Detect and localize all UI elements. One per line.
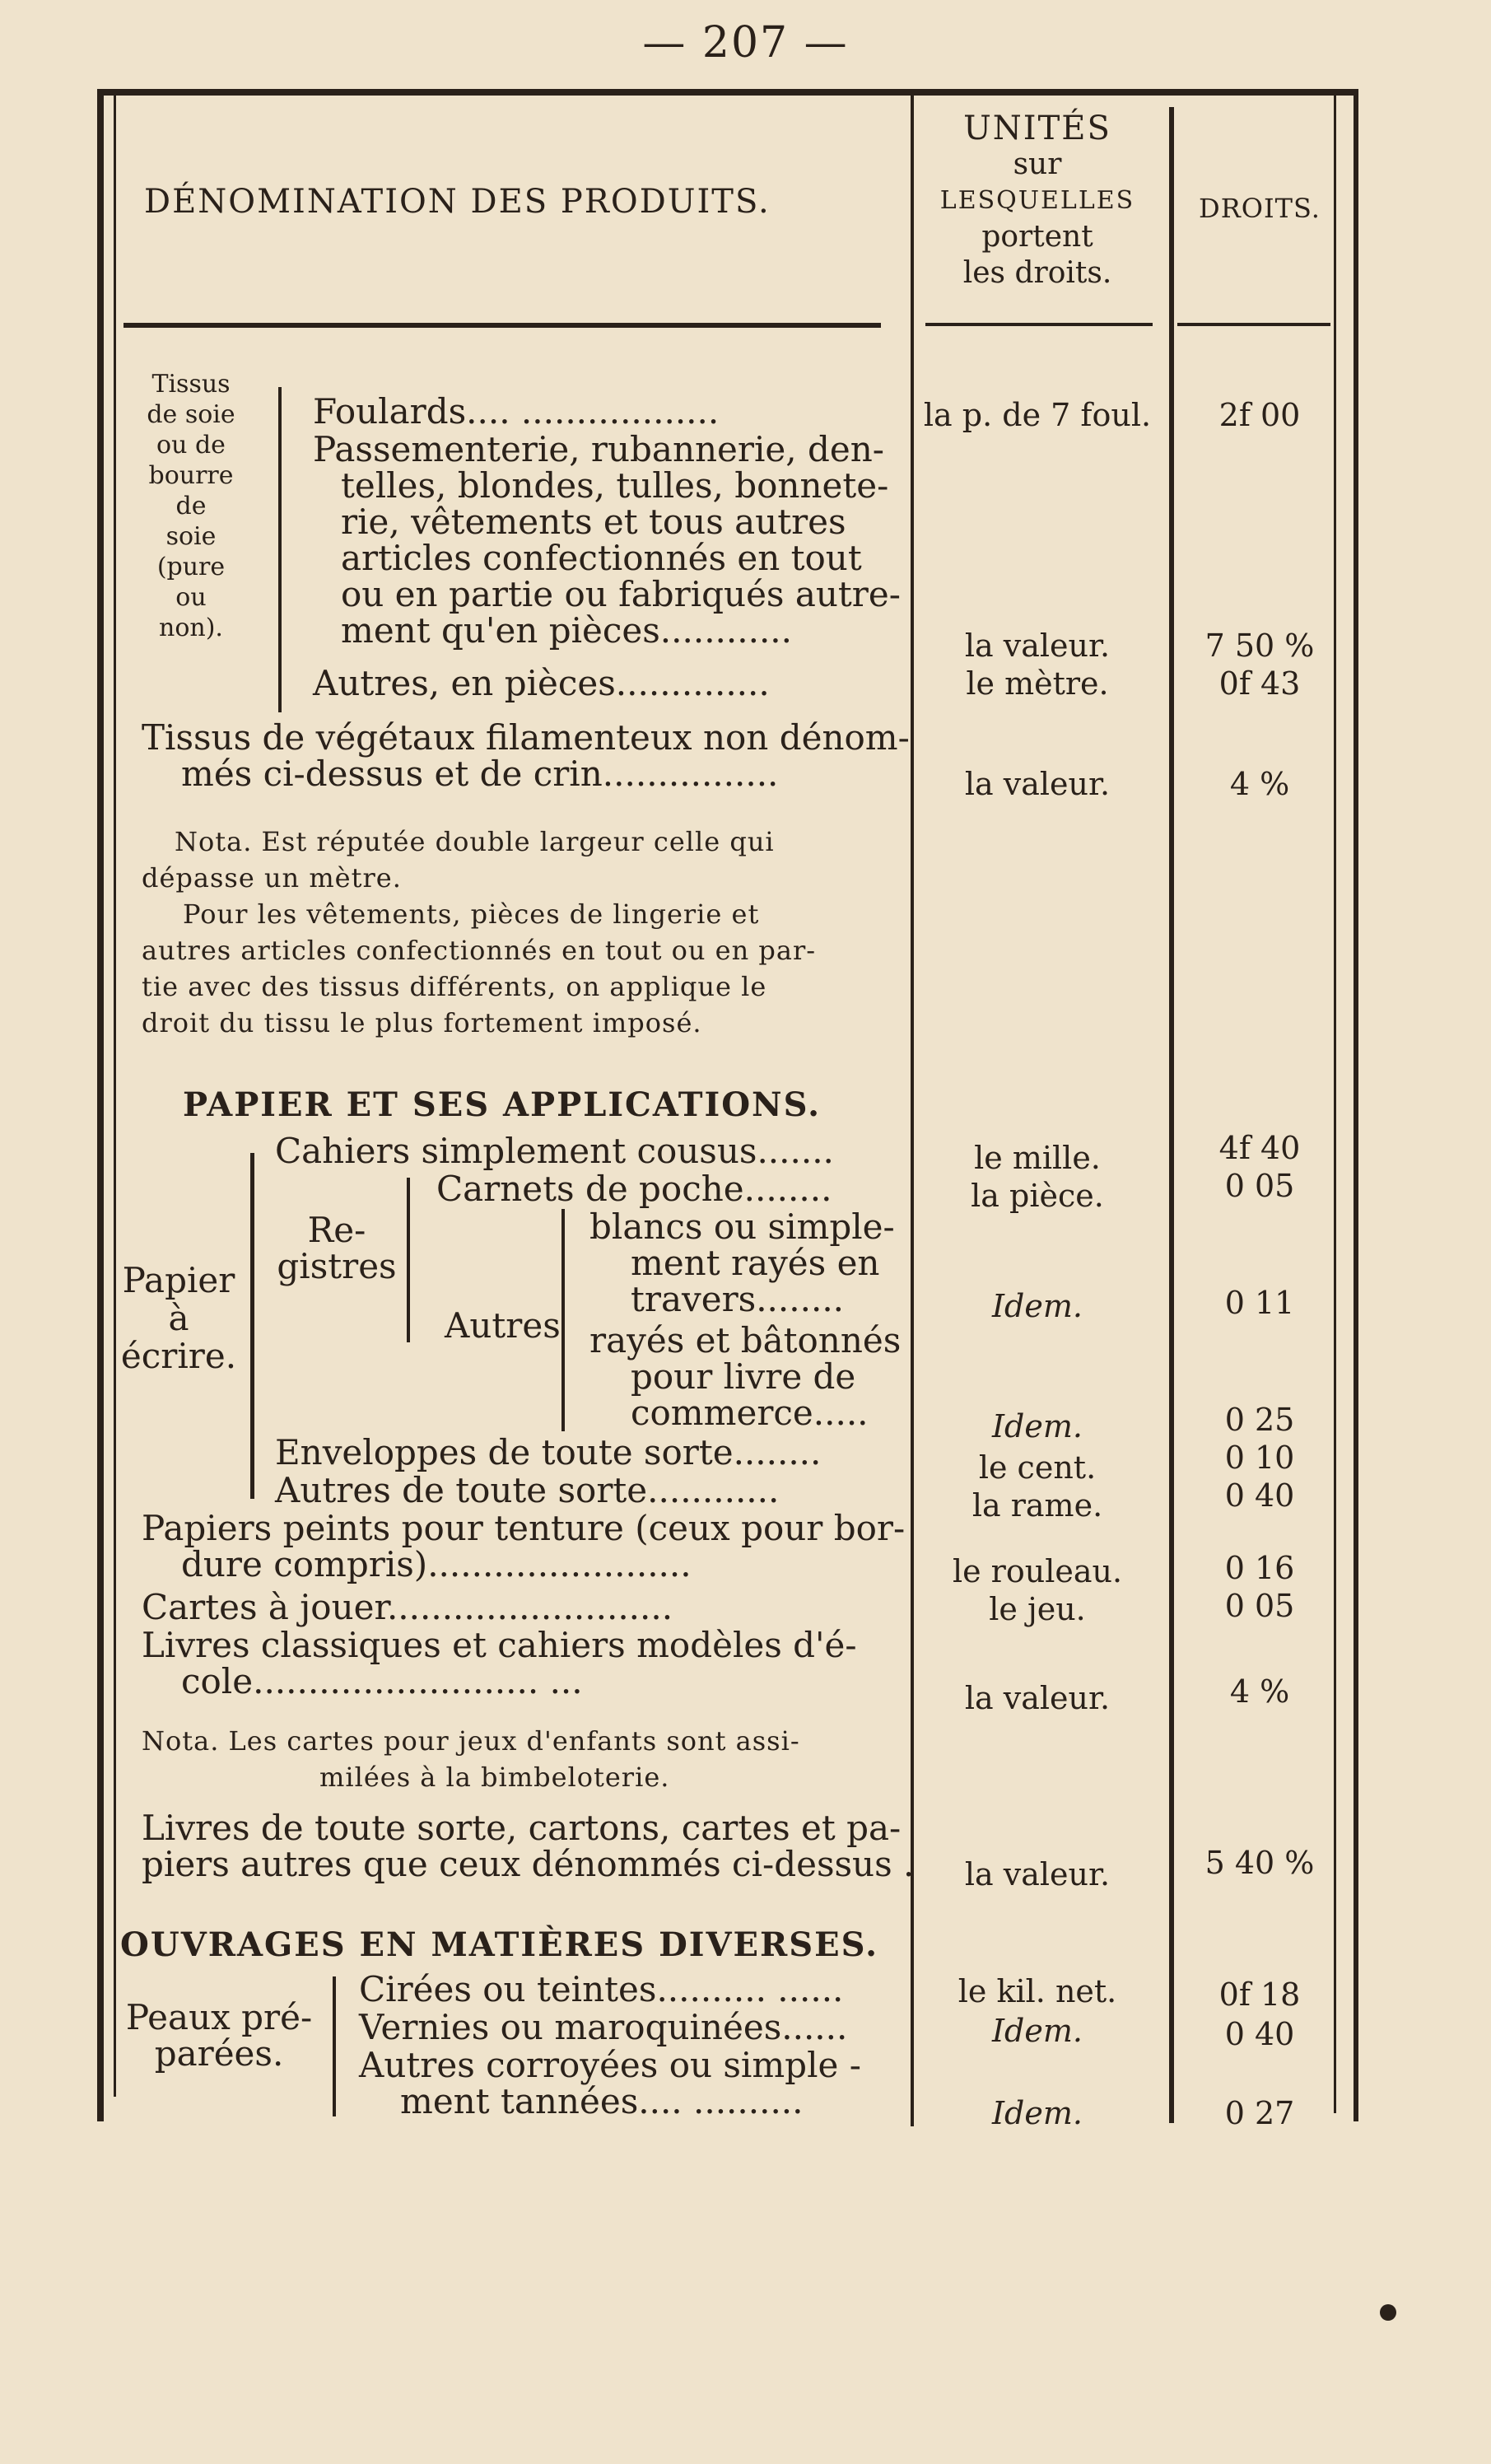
- papier-registres-label: [275, 1212, 398, 1285]
- soie-label-line: ou de: [156, 431, 226, 460]
- header-rule-unites: [925, 323, 1153, 326]
- soie-foulards-unit: la p. de 7 foul.: [923, 397, 1152, 433]
- papier-droit-peints: 0 16: [1224, 1550, 1295, 1586]
- section-title-papier: PAPIER ET SES APPLICATIONS.: [183, 1085, 821, 1124]
- ouvrages-unit-cirees: le kil. net.: [958, 1973, 1117, 2009]
- passementerie-line: articles confectionnés en tout: [341, 538, 862, 578]
- nota-line: milées à la bimbeloterie.: [319, 1762, 670, 1793]
- papier-enveloppes: Enveloppes de toute sorte........: [275, 1432, 822, 1472]
- passementerie-line: ment qu'en pièces............: [341, 610, 793, 651]
- nota-line: Pour les vêtements, pièces de lingerie et: [183, 898, 760, 930]
- vegetaux-line: més ci-dessus et de crin................: [181, 754, 779, 794]
- header-droits: DROITS.: [1199, 193, 1321, 224]
- papier-droit-autres: 0 40: [1224, 1477, 1295, 1514]
- papier-droit-cartes: 0 05: [1224, 1588, 1295, 1624]
- papier-carnets: Carnets de poche........: [436, 1169, 832, 1209]
- passementerie-line: telles, blondes, tulles, bonnete-: [341, 465, 889, 506]
- papier-droit-classiques: 4 %: [1229, 1673, 1290, 1710]
- autres-brace: [561, 1209, 565, 1431]
- peints-line: Papiers peints pour tenture (ceux pour bor-: [142, 1508, 906, 1548]
- papier-outer-brace: [250, 1153, 254, 1499]
- registres-brace: [407, 1178, 410, 1342]
- ouvrages-droit-autres: 0 27: [1224, 2095, 1295, 2131]
- rayes-line: commerce.....: [631, 1393, 869, 1433]
- ouvrages-autres-line: Autres corroyées ou simple -: [359, 2045, 861, 2085]
- nota-line: Nota. Est réputée double largeur celle qui: [175, 826, 775, 857]
- soie-autres-unit: le mètre.: [966, 665, 1109, 702]
- peaux-line: Peaux pré-: [125, 1997, 313, 2037]
- header-unites-line: sur: [1013, 147, 1062, 181]
- papier-unit-cartes: le jeu.: [989, 1591, 1086, 1627]
- papier-unit-blancs: Idem.: [992, 1288, 1083, 1324]
- nota-line: tie avec des tissus différents, on applique le: [142, 971, 767, 1002]
- header-unites-line: les droits.: [962, 256, 1112, 290]
- ouvrages-group-label: [120, 1997, 318, 2074]
- papier-label-line: Papier: [122, 1260, 235, 1300]
- soie-label-line: de: [175, 492, 207, 520]
- ouvrages-autres: [359, 2047, 861, 2120]
- soie-foulards: Foulards.... ..................: [313, 391, 720, 432]
- papier-peints: [142, 1510, 905, 1583]
- papier-unit-cahiers: le mille.: [974, 1140, 1101, 1176]
- livres-line: Livres de toute sorte, cartons, cartes et pa-: [142, 1808, 902, 1848]
- papier-droit-blancs: 0 11: [1224, 1285, 1295, 1321]
- soie-passementerie: [313, 429, 901, 651]
- papier-cartes: Cartes à jouer..........................: [142, 1587, 673, 1627]
- nota-line: autres articles confectionnés en tout ou en par-: [142, 935, 817, 966]
- blancs-line: travers........: [631, 1279, 845, 1319]
- papier-unit-carnets: la pièce.: [971, 1178, 1104, 1214]
- registres-line: Re-: [307, 1210, 366, 1250]
- rayes-line: rayés et bâtonnés: [589, 1320, 902, 1360]
- ouvrages-unit-autres: Idem.: [992, 2095, 1083, 2131]
- column-divider-2: [1169, 107, 1174, 2123]
- soie-label-line: Tissus: [151, 370, 231, 399]
- papier-droit-enveloppes: 0 10: [1224, 1440, 1295, 1476]
- header-denomination: DÉNOMINATION DES PRODUITS.: [144, 183, 771, 221]
- registres-line: gistres: [277, 1246, 397, 1286]
- vegetaux-text: [142, 717, 910, 794]
- papier-rayes: [589, 1320, 902, 1433]
- left-inner-rule: [114, 96, 116, 2097]
- section-title-ouvrages: OUVRAGES EN MATIÈRES DIVERSES.: [120, 1925, 879, 1964]
- nota-line: dépasse un mètre.: [142, 862, 402, 894]
- header-unites-line: LESQUELLES: [939, 186, 1135, 215]
- soie-passementerie-unit: la valeur.: [964, 628, 1111, 664]
- classiques-line: cole.......................... ...: [181, 1661, 583, 1701]
- header-rule-droits: [1177, 323, 1330, 326]
- peaux-line: parées.: [154, 2033, 284, 2074]
- passementerie-line: Passementerie, rubannerie, den-: [313, 429, 884, 469]
- header-unites-line: portent: [981, 220, 1093, 254]
- header-unites: [914, 110, 1161, 292]
- nota-largeur: [142, 824, 816, 1041]
- papier-unit-enveloppes: le cent.: [978, 1449, 1097, 1486]
- soie-autres: Autres, en pièces..............: [313, 663, 770, 703]
- papier-droit-rayes: 0 25: [1224, 1402, 1295, 1438]
- ouvrages-cirees: Cirées ou teintes.......... ......: [359, 1969, 844, 2009]
- rayes-line: pour livre de: [631, 1356, 856, 1397]
- soie-autres-droit: 0f 43: [1218, 665, 1301, 702]
- soie-label-line: non).: [159, 614, 223, 642]
- soie-foulards-droit: 2f 00: [1218, 397, 1301, 433]
- page-number: — 207 —: [642, 18, 849, 68]
- livres-line: piers autres que ceux dénommés ci-dessus .: [142, 1844, 915, 1884]
- nota-cartes: [142, 1723, 800, 1795]
- vegetaux-line: Tissus de végétaux filamenteux non dénom-: [142, 717, 910, 758]
- papier-unit-autres: la rame.: [971, 1487, 1103, 1524]
- ouvrages-vernies: Vernies ou maroquinées......: [359, 2007, 848, 2047]
- papier-cahiers: Cahiers simplement cousus.......: [275, 1131, 834, 1171]
- papier-label-line: à: [168, 1298, 189, 1338]
- header-unites-line: UNITÉS: [963, 110, 1111, 147]
- papier-unit-peints: le rouleau.: [952, 1553, 1123, 1589]
- papier-group-label: [117, 1262, 240, 1375]
- ink-dot: [1380, 2304, 1396, 2321]
- papier-droit-cahiers: 4f 40: [1218, 1130, 1301, 1166]
- papier-unit-rayes: Idem.: [992, 1408, 1083, 1444]
- soie-group-label: [142, 369, 240, 643]
- nota-line: droit du tissu le plus fortement imposé.: [142, 1007, 702, 1038]
- papier-livres-classiques: [142, 1627, 857, 1700]
- soie-label-line: de soie: [147, 400, 235, 429]
- soie-label-line: bourre: [148, 461, 234, 490]
- papier-autres-sorte: Autres de toute sorte............: [275, 1470, 780, 1510]
- livres-toute-sorte: [142, 1810, 914, 1883]
- papier-autres-label: Autres: [445, 1305, 561, 1346]
- ouvrages-droit-vernies: 0 40: [1224, 2016, 1295, 2052]
- soie-brace: [278, 387, 282, 712]
- blancs-line: ment rayés en: [631, 1243, 880, 1283]
- peints-line: dure compris)........................: [181, 1544, 692, 1584]
- livres-toute-droit: 5 40 %: [1204, 1845, 1315, 1881]
- papier-droit-carnets: 0 05: [1224, 1168, 1295, 1204]
- blancs-line: blancs ou simple-: [589, 1206, 895, 1247]
- papier-blancs: [589, 1206, 895, 1319]
- passementerie-line: rie, vêtements et tous autres: [341, 502, 846, 542]
- vegetaux-droit: 4 %: [1229, 766, 1290, 802]
- papier-label-line: écrire.: [120, 1336, 237, 1376]
- livres-toute-unit: la valeur.: [964, 1856, 1111, 1892]
- papier-unit-classiques: la valeur.: [964, 1680, 1111, 1716]
- classiques-line: Livres classiques et cahiers modèles d'é-: [142, 1625, 857, 1665]
- soie-label-line: soie: [165, 522, 217, 551]
- peaux-brace: [333, 1976, 336, 2116]
- soie-passementerie-droit: 7 50 %: [1204, 628, 1315, 664]
- soie-label-line: (pure: [156, 553, 226, 581]
- ouvrages-droit-cirees: 0f 18: [1218, 1976, 1301, 2013]
- passementerie-line: ou en partie ou fabriqués autre-: [341, 574, 901, 614]
- nota-line: Nota. Les cartes pour jeux d'enfants sont assi-: [142, 1725, 800, 1757]
- header-rule-main: [123, 323, 881, 328]
- ouvrages-unit-vernies: Idem.: [992, 2013, 1083, 2049]
- ouvrages-autres-line: ment tannées.... ..........: [400, 2081, 804, 2121]
- vegetaux-unit: la valeur.: [964, 766, 1111, 802]
- soie-label-line: ou: [175, 583, 207, 612]
